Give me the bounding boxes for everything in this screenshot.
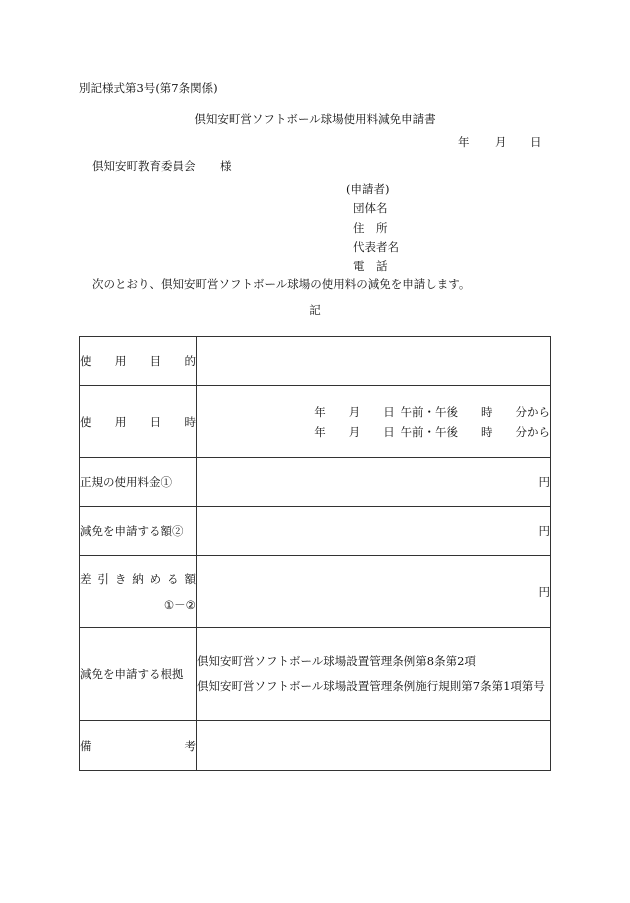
basis-value[interactable] [197, 628, 551, 721]
regular-fee-value[interactable]: 円 [197, 458, 551, 507]
date-day: 日 [530, 135, 542, 149]
row-remarks [80, 721, 551, 771]
row-reduction [80, 507, 551, 556]
basis-line-regulation: 倶知安町営ソフトボール球場設置管理条例施行規則第7条第1項第号 [197, 679, 545, 693]
difference-value[interactable]: 円 [197, 556, 551, 628]
body-text: 次のとおり、倶知安町営ソフトボール球場の使用料の減免を申請します。 [92, 277, 471, 291]
purpose-value[interactable] [197, 337, 551, 386]
remarks-value[interactable] [197, 721, 551, 771]
reduction-value[interactable]: 円 [197, 507, 551, 556]
difference-label: 差 引 き 納 め る 額 ①－② [80, 556, 197, 628]
applicant-address: 住 所 [353, 220, 388, 235]
remarks-label: 備 考 [80, 721, 197, 771]
row-difference [80, 556, 551, 628]
datetime-line-from: 年 月 日 午前・午後 時 分から [314, 404, 550, 419]
applicant-representative: 代表者名 [353, 239, 399, 254]
addressee: 倶知安町教育委員会 [92, 159, 196, 173]
applicant-group-name: 団体名 [353, 201, 388, 216]
applicant-phone: 電 話 [353, 259, 388, 274]
basis-line-ordinance: 倶知安町営ソフトボール球場設置管理条例第8条第2項 [197, 654, 476, 668]
row-purpose [80, 337, 551, 386]
row-datetime [80, 386, 551, 458]
form-id: 別記様式第3号(第7条関係) [79, 81, 218, 95]
applicant-block [340, 180, 460, 276]
form-title: 倶知安町営ソフトボール球場使用料減免申請書 [194, 112, 436, 126]
datetime-line-to: 年 月 日 午前・午後 時 分から [314, 424, 550, 439]
row-basis [80, 628, 551, 721]
date-month: 月 [495, 135, 507, 149]
datetime-label: 使 用 日 時 [80, 386, 197, 458]
applicant-heading: (申請者) [346, 182, 390, 196]
basis-label: 減免を申請する根拠 [80, 628, 197, 721]
date-year: 年 [458, 135, 470, 149]
addressee-honorific: 様 [220, 159, 232, 173]
reduction-label: 減免を申請する額② [80, 507, 197, 556]
application-table [79, 336, 551, 771]
row-regular-fee [80, 458, 551, 507]
purpose-label: 使 用 目 的 [80, 337, 197, 386]
difference-formula: ①－② [163, 597, 196, 612]
ki-heading: 記 [309, 303, 321, 317]
regular-fee-label: 正規の使用料金① [80, 458, 197, 507]
datetime-value[interactable] [197, 386, 551, 458]
